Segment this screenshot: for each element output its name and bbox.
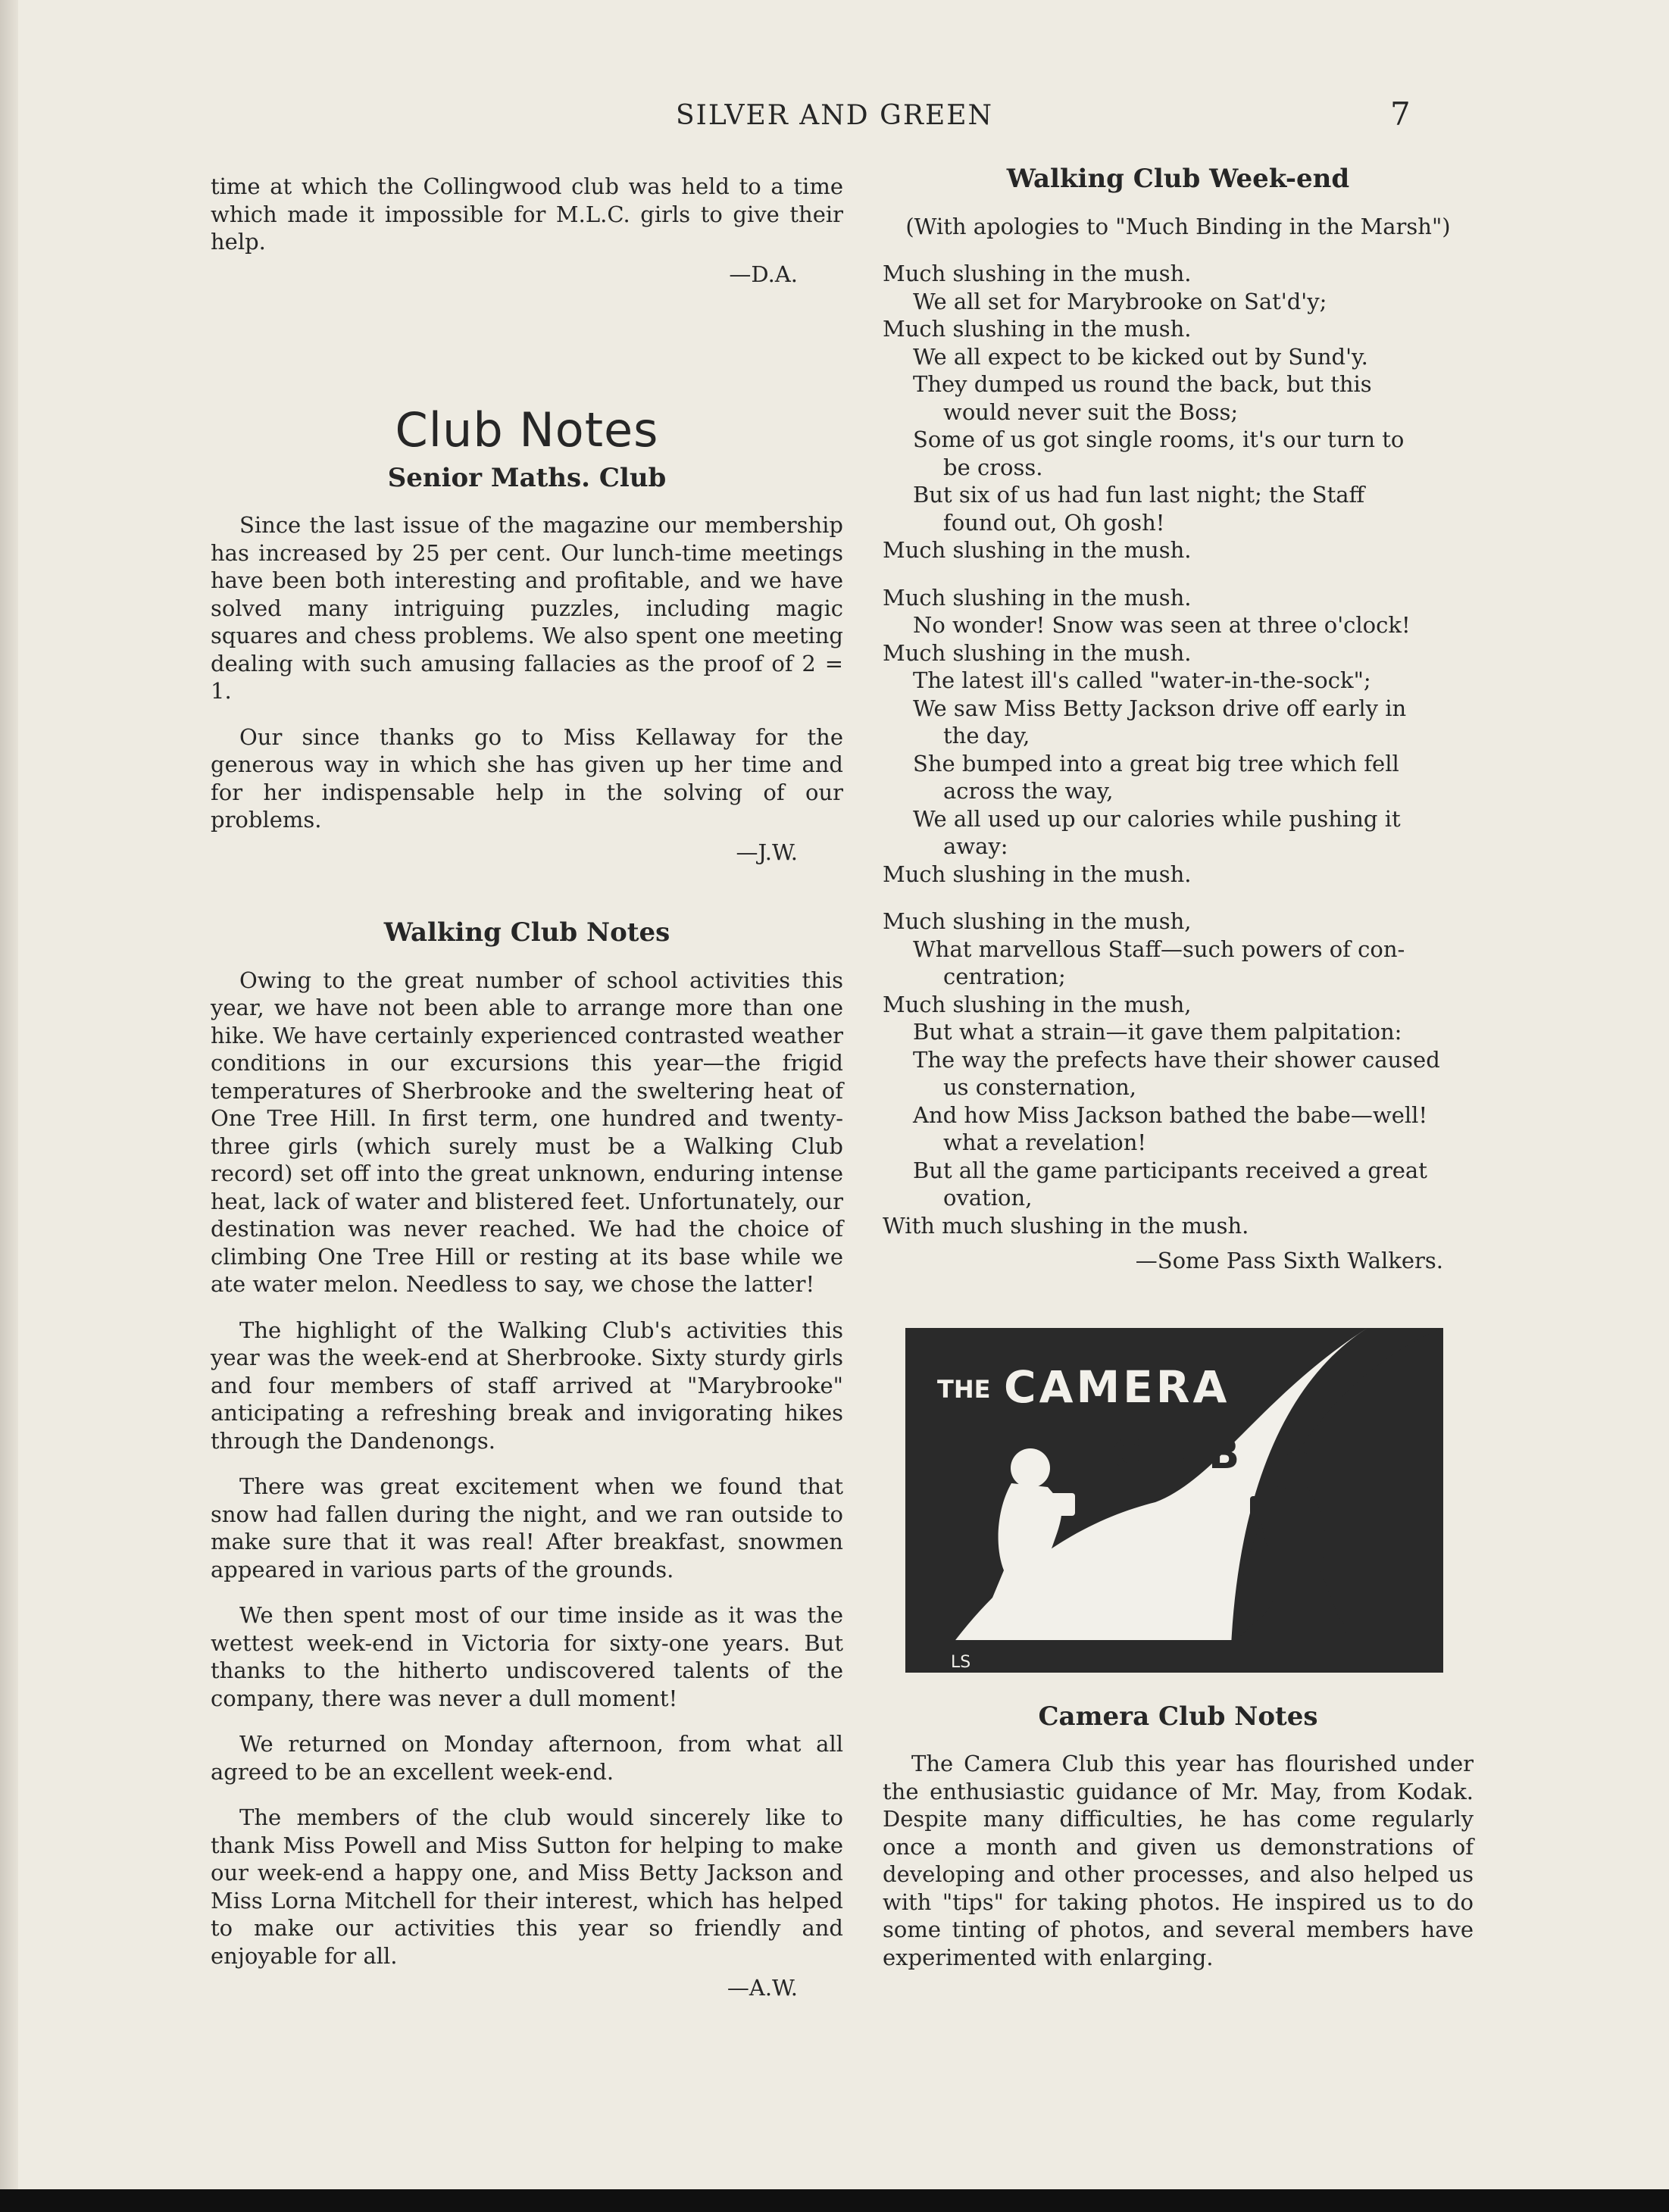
poem-line: what a revelation! [943, 1129, 1147, 1155]
running-header: SILVER AND GREEN [675, 100, 994, 131]
signature-jw: —J.W. [736, 839, 798, 865]
signature-da: —D.A. [729, 261, 798, 287]
maths-paragraph: Since the last issue of the magazine our membership has increased by 25 per cent. Our lunch-time meetings have been both interesting and profitable, and we have solved many intriguing puzzles, including magic squares and chess problems. We also spent one meeting dealing with such amusing fallacies as the proof of 2 = 1. [211, 512, 843, 704]
walking-paragraph: There was great excitement when we found that snow had fallen during the night, and we ran outside to make sure that it was real! After breakfast, snowmen appeared in various parts of the grounds. [211, 1473, 843, 1582]
poem-line: We all expect to be kicked out by Sund'y. [913, 343, 1368, 370]
poem-line: Much slushing in the mush. [883, 639, 1192, 666]
poem-line: Much slushing in the mush. [883, 537, 1192, 563]
poem-line: Much slushing in the mush. [883, 316, 1192, 342]
poem-stanza-1 [883, 260, 1474, 564]
continued-paragraph: time at which the Collingwood club was held to a time which made it impossible for M.L.C. girls to give their help. [211, 173, 843, 255]
poem-line: would never suit the Boss; [943, 398, 1239, 425]
artist-monogram: LS [951, 1652, 971, 1672]
walking-paragraph: We returned on Monday afternoon, from what all agreed to be an excellent week-end. [211, 1731, 843, 1785]
poem-line: the day, [943, 723, 1030, 748]
poem-heading: Walking Club Week-end [1006, 164, 1350, 194]
poem-line: We saw Miss Betty Jackson drive off early in [913, 695, 1407, 721]
camera-club-paragraph: The Camera Club this year has flourished under the enthusiastic guidance of Mr. May, from Kodak. Despite many difficulties, he has come regularly once a month and given us demonstrations of developing and other processes, and also helped us with "tips" for taking photos. He inspired us to do some tinting of photos, and several members have experimented with enlarging. [883, 1751, 1474, 1970]
poem-line: We all set for Marybrooke on Sat'd'y; [913, 288, 1327, 314]
poem-line: across the way, [943, 778, 1114, 804]
poem-line: We all used up our calories while pushing it [913, 805, 1401, 832]
poem-line: Some of us got single rooms, it's our turn to [913, 426, 1405, 452]
walking-paragraph: Owing to the great number of school activities this year, we have not been able to arrange more than one hike. We have certainly experienced contrasted weather conditions in our excursions this year—the frigid temperatures of Sherbrooke and the sweltering heat of One Tree Hill. In first term, one hundred and twenty-three girls (which surely must be a Walking Club record) set off into the great unknown, enduring intense heat, lack of water and blistered feet. Unfortunately, our destination was never reached. We had the choice of climbing One Tree Hill or resting at its base while we ate water melon. Needless to say, we chose the latter! [211, 967, 843, 1297]
ground-line [936, 1640, 1405, 1646]
scan-bottom-edge [0, 2189, 1669, 2212]
poem-line: But six of us had fun last night; the Staff [913, 482, 1365, 508]
left-column [211, 173, 843, 2002]
poem-line: And how Miss Jackson bathed the babe—well! [913, 1101, 1428, 1128]
club-notes-title: Club Notes [395, 402, 659, 458]
poem-line: Much slushing in the mush. [883, 584, 1192, 611]
poem-line: away: [943, 833, 1008, 859]
art-title-club: CLUB [1111, 1429, 1243, 1478]
poem-stanza-2 [883, 584, 1474, 889]
art-title-camera: CAMERA [1004, 1361, 1230, 1413]
walking-paragraph: The members of the club would sincerely like to thank Miss Powell and Miss Sutton for helping to make our week-end a happy one, and Miss Betty Jackson and Miss Lorna Mitchell for their interest, which has helped to make our activities this year so friendly and enjoyable for all. [211, 1804, 843, 1969]
camera-club-illustration [905, 1328, 1443, 1673]
poem-line: Much slushing in the mush. [883, 861, 1192, 887]
poem-line: The latest ill's called "water-in-the-sock"; [913, 667, 1371, 693]
page-number: 7 [1390, 95, 1411, 133]
walking-paragraph: The highlight of the Walking Club's activities this year was the week-end at Sherbrooke. Sixty sturdy girls and four members of staff arrived at "Marybrooke" anticipating a refreshing break and invigorating hikes through the Dandenongs. [211, 1317, 843, 1454]
poem-line: centration; [943, 964, 1066, 989]
page-spine-shadow [0, 0, 18, 2189]
walking-paragraph: We then spent most of our time inside as it was the wettest week-end in Victoria for sixty-one years. But thanks to the hitherto undiscovered talents of the company, there was never a dull moment! [211, 1602, 843, 1711]
poem-line: ovation, [943, 1185, 1033, 1211]
poem-apology: (With apologies to "Much Binding in the Marsh") [905, 213, 1451, 239]
poem-line: But all the game participants received a great [913, 1157, 1427, 1183]
maths-club-heading: Senior Maths. Club [387, 462, 667, 493]
poem-line: us consternation, [943, 1074, 1136, 1100]
maths-paragraph: Our since thanks go to Miss Kellaway for the generous way in which she has given up her time and for her indispensable help in the solving of our problems. [211, 723, 843, 833]
poem-line: be cross. [943, 454, 1043, 480]
poem-line: Much slushing in the mush. [883, 261, 1192, 286]
poem-line: They dumped us round the back, but this [913, 371, 1372, 397]
right-column [883, 165, 1474, 1971]
poem-line: Much slushing in the mush, [883, 908, 1192, 934]
poem-line: Much slushing in the mush, [883, 991, 1192, 1017]
poem-line: No wonder! Snow was seen at three o'clock! [913, 612, 1411, 638]
walking-club-heading: Walking Club Notes [383, 917, 670, 948]
poem-stanza-3 [883, 908, 1474, 1239]
signature-aw: —A.W. [727, 1975, 798, 2001]
poem-signature: —Some Pass Sixth Walkers. [1135, 1248, 1443, 1273]
poem-line: But what a strain—it gave them palpitation: [913, 1019, 1402, 1045]
camera-club-heading: Camera Club Notes [1038, 1701, 1318, 1732]
poem-line: What marvellous Staff—such powers of con- [913, 936, 1405, 962]
art-title-the: THE [937, 1374, 991, 1404]
poem-line: The way the prefects have their shower caused [913, 1046, 1440, 1073]
poem-line: With much slushing in the mush. [883, 1212, 1249, 1239]
poem-line: She bumped into a great big tree which fell [913, 750, 1399, 776]
poem-line: found out, Oh gosh! [943, 509, 1165, 536]
